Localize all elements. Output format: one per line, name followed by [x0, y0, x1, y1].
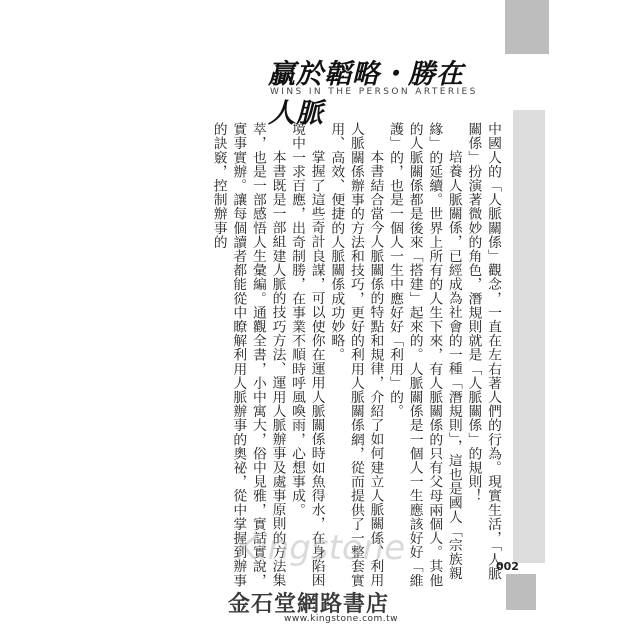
- paragraph: 中國人的「人脈關係」觀念，一直在左右著人們的行為。現實生活，「人脈關係」扮演著微妙的角色，潛規則就是「人脈關係」的規則！: [465, 122, 501, 581]
- paragraph: 本書結合當今人脈關係的特點和規律，介紹了如何建立人脈關係、利用人脈關係辦事的方法和技巧，更好的利用人脈關係網，從而提供了一整套實用、高效、便捷的人脈關係成功妙略。: [328, 122, 384, 588]
- paragraph: 培養人脈關係，已經成為社會的一種「潛規則」，這也是國人「宗族親緣」的延續。世界上所有的人生下來，有人脈關係的只有父母兩個人。其他的人脈關係都是後來「搭建」起來的。人脈關係是一個人一生應該好好「維護」的，也是一個人一生中應好好「利用」的。: [387, 122, 462, 588]
- page-edge-tab-bottom: [506, 574, 536, 610]
- page-number: 002: [496, 560, 519, 573]
- paragraph: 掌握了這些奇計良謀，可以使你在運用人脈關係時如魚得水，在身陷困境中一求百應，出奇制勝，在事業不順時呼風喚雨，心想事成。: [289, 122, 325, 587]
- watermark-brand: Kingstone: [236, 528, 406, 568]
- page-edge-tab-middle: [513, 110, 545, 563]
- body-text: [208, 122, 502, 592]
- page-subtitle: WINS IN THE PERSON ARTERIES: [270, 87, 478, 97]
- page-title: 贏於韜略・勝在人脈: [268, 59, 464, 129]
- watermark-url: www.kingstone.com.tw: [284, 614, 399, 624]
- page-edge-tab-top: [505, 0, 549, 54]
- paragraph: 本書既是一部組建人脈的技巧方法、運用人脈辦事及處事原則的方法集萃，也是一部感悟人生彙編。通觀全書，小中寓大，俗中見雅，實話實說，實事實辦。讓每個讀者都能從中瞭解利用人脈辦事的奧祕，從中掌握到辦事的訣竅，控制辦事的: [210, 122, 286, 588]
- watermark-store-name: 金石堂網路書店: [228, 591, 390, 617]
